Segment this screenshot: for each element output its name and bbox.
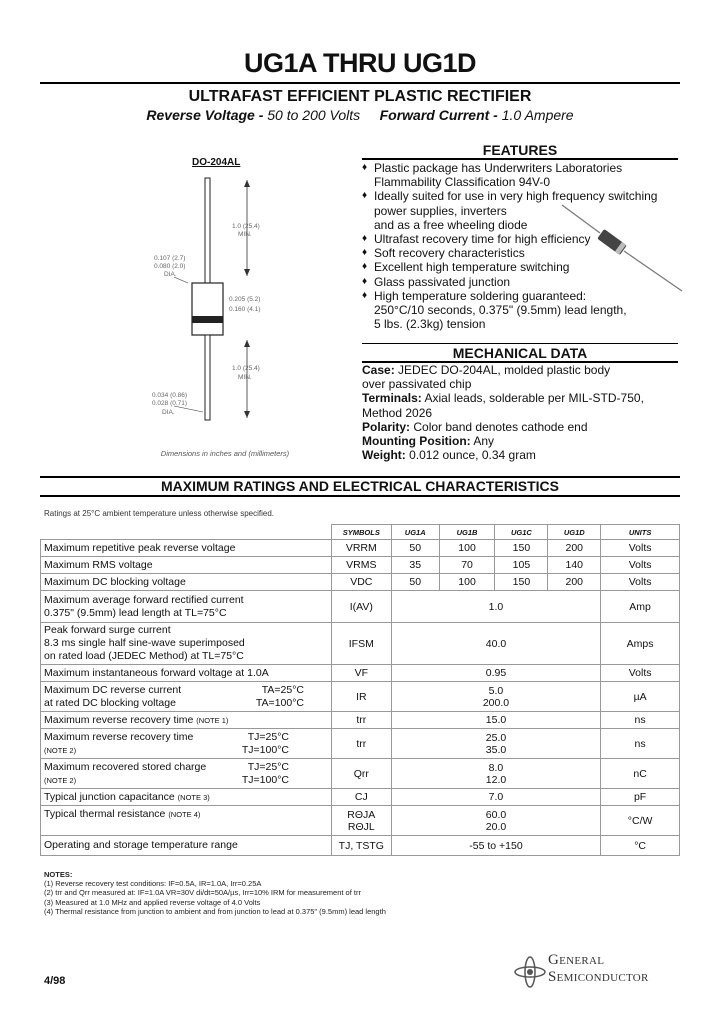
table-header-row xyxy=(41,525,680,540)
notes xyxy=(44,870,386,916)
revision-date: 4/98 xyxy=(44,975,66,987)
symbol-cell: VF xyxy=(331,665,391,682)
param-line: Typical junction capacitance xyxy=(44,790,175,803)
col-header: UG1A xyxy=(391,525,439,540)
param-line: on rated load (JEDEC Method) at TL=75°C xyxy=(44,650,244,662)
unit-cell: Volts xyxy=(601,665,680,682)
package-label: DO-204AL xyxy=(192,157,241,168)
feature-item: ♦ Plastic package has Underwriters Laboratories xyxy=(362,161,678,175)
note-ref: (NOTE 2) xyxy=(44,775,77,785)
note-1: (1) Reverse recovery test conditions: IF=0.5A, IR=1.0A, Irr=0.25A xyxy=(44,879,262,889)
case-text: JEDEC DO-204AL, molded plastic body xyxy=(398,363,611,377)
symbol-cell: TJ, TSTG xyxy=(331,836,391,856)
param-line: Maximum average forward rectified current xyxy=(44,593,244,606)
reverse-voltage-label: Reverse Voltage - xyxy=(146,107,264,123)
symbol-line: RΘJL xyxy=(347,820,375,833)
unit-cell: ns xyxy=(601,712,680,729)
mechanical-heading: MECHANICAL DATA xyxy=(452,345,588,361)
condition: TA=25°C xyxy=(261,683,304,696)
symbol-cell: trr xyxy=(331,729,391,759)
dim-body-dia-b: 0.080 (2.0) xyxy=(154,263,186,270)
note-2: (2) trr and Qrr measured at: IF=1.0A VR=30V di/dt=50A/µs, Irr=10% IRM for measurement of trr xyxy=(44,888,361,898)
terminals-text: Axial leads, solderable per MIL-STD-750, xyxy=(424,391,644,406)
feature-item: ♦ Ideally suited for use in very high frequency switching xyxy=(362,189,678,203)
value-cell: 70 xyxy=(439,557,495,574)
terminals-label: Terminals: xyxy=(362,391,422,406)
value-cell: -55 to +150 xyxy=(391,836,600,856)
value-cell: 105 xyxy=(495,557,548,574)
condition: TA=100°C xyxy=(255,696,304,709)
value-cell: 150 xyxy=(495,540,548,557)
features-rule xyxy=(362,158,678,160)
dim-body-len: 0.205 (5.2) xyxy=(229,296,261,303)
mounting-text: Any xyxy=(473,434,494,449)
unit-cell: µA xyxy=(601,682,680,712)
forward-current-label: Forward Current - xyxy=(379,107,498,123)
value-cell: 50 xyxy=(391,540,439,557)
product-subtitle: ULTRAFAST EFFICIENT PLASTIC RECTIFIER xyxy=(188,88,532,105)
param-line: 8.3 ms single half sine-wave superimposed xyxy=(44,637,245,649)
table-row xyxy=(41,574,680,591)
terminals-text-2: Method 2026 xyxy=(362,405,433,420)
col-header: UG1B xyxy=(439,525,495,540)
param-line: Maximum reverse recovery time xyxy=(44,730,194,743)
reverse-voltage-value: 50 to 200 Volts xyxy=(267,107,361,123)
param-cell: Maximum repetitive peak reverse voltage xyxy=(41,540,332,557)
table-row xyxy=(41,806,680,836)
feature-item: ♦ Excellent high temperature switching xyxy=(362,260,678,274)
table-row xyxy=(41,540,680,557)
value-line: 8.0 xyxy=(488,761,504,774)
note-4: (4) Thermal resistance from junction to ambient and from junction to lead at 0.375" (9.5mm) lead length xyxy=(44,906,386,916)
case-text-2: over passivated chip xyxy=(362,377,472,392)
note-ref: (NOTE 2) xyxy=(44,745,77,755)
symbol-cell: IR xyxy=(331,682,391,712)
feature-item-cont: Flammability Classification 94V-0 xyxy=(374,175,551,190)
note-ref: (NOTE 3) xyxy=(177,792,210,802)
param-line: Typical thermal resistance xyxy=(44,808,166,820)
value-line: 35.0 xyxy=(485,743,507,756)
general-semiconductor-logo-icon xyxy=(514,954,546,990)
unit-cell: °C/W xyxy=(601,806,680,836)
brand-name xyxy=(548,952,649,986)
value-cell: 7.0 xyxy=(391,789,600,806)
symbol-cell: VRMS xyxy=(331,557,391,574)
unit-cell: Amps xyxy=(601,623,680,665)
feature-item: ♦ Soft recovery characteristics xyxy=(362,246,678,260)
dim-body-len-b: 0.160 (4.1) xyxy=(229,306,261,313)
value-cell: 35 xyxy=(391,557,439,574)
col-header: UG1D xyxy=(548,525,601,540)
feature-item-cont: power supplies, inverters xyxy=(374,203,507,218)
symbol-cell: Qrr xyxy=(331,759,391,789)
value-cell: 200 xyxy=(548,540,601,557)
param-cell: Maximum DC blocking voltage xyxy=(41,574,332,591)
spec-line xyxy=(40,107,680,123)
dimension-caption: Dimensions in inches and (millimeters) xyxy=(160,449,290,458)
param-line: Maximum DC reverse current xyxy=(44,683,182,696)
dim-lead-dia: 0.034 (0.86) xyxy=(152,392,188,399)
value-line: 60.0 xyxy=(485,808,507,821)
value-cell: 40.0 xyxy=(391,623,600,665)
page-title: UG1A THRU UG1D xyxy=(243,48,477,78)
feature-item-cont: 250°C/10 seconds, 0.375" (9.5mm) lead length, xyxy=(374,303,627,318)
brand-line-2: Semiconductor xyxy=(548,969,649,985)
value-line: 200.0 xyxy=(482,696,510,709)
condition: TJ=25°C xyxy=(247,760,289,773)
diode-illustration xyxy=(560,203,685,293)
value-line: 5.0 xyxy=(488,684,504,697)
param-line: Maximum reverse recovery time xyxy=(44,713,194,726)
symbol-cell: VDC xyxy=(331,574,391,591)
value-line: 20.0 xyxy=(485,820,507,833)
col-header: SYMBOLS xyxy=(331,525,391,540)
param-line: Peak forward surge current xyxy=(44,624,171,636)
table-row xyxy=(41,836,680,856)
dim-lead-dia-b: 0.028 (0.71) xyxy=(152,400,188,407)
title-rule xyxy=(40,82,680,84)
table-row xyxy=(41,591,680,623)
value-cell: 100 xyxy=(439,540,495,557)
unit-cell: ns xyxy=(601,729,680,759)
value-cell: 150 xyxy=(495,574,548,591)
value-cell: 50 xyxy=(391,574,439,591)
dim-lead-bot-min: MIN. xyxy=(238,374,252,381)
mechanical-top-rule xyxy=(362,343,678,344)
param-cell: Operating and storage temperature range xyxy=(41,836,332,856)
table-row xyxy=(41,682,680,712)
condition: TJ=25°C xyxy=(247,730,289,743)
dim-body-dia-c: DIA. xyxy=(164,271,177,278)
feature-item-cont: 5 lbs. (2.3kg) tension xyxy=(374,317,486,332)
polarity-label: Polarity: xyxy=(362,419,411,434)
value-cell: 1.0 xyxy=(391,591,600,623)
note-ref: (NOTE 4) xyxy=(168,810,201,819)
brand-line-1: General xyxy=(548,952,605,968)
ratings-heading: MAXIMUM RATINGS AND ELECTRICAL CHARACTERISTICS xyxy=(161,478,559,494)
mounting-label: Mounting Position: xyxy=(362,434,471,449)
symbol-cell: trr xyxy=(331,712,391,729)
symbol-cell: I(AV) xyxy=(331,591,391,623)
condition: TJ=100°C xyxy=(241,773,289,786)
param-cell: Maximum RMS voltage xyxy=(41,557,332,574)
features-heading: FEATURES xyxy=(482,142,558,158)
table-row xyxy=(41,623,680,665)
table-row xyxy=(41,729,680,759)
case-label: Case: xyxy=(362,363,395,377)
weight-label: Weight: xyxy=(362,448,406,463)
ratings-rule xyxy=(40,495,680,497)
dim-lead-top-min: MIN. xyxy=(238,231,252,238)
note-3: (3) Measured at 1.0 MHz and applied reverse voltage of 4.0 Volts xyxy=(44,897,261,907)
symbol-cell: IFSM xyxy=(331,623,391,665)
notes-heading: NOTES: xyxy=(44,870,73,879)
ratings-note: Ratings at 25°C ambient temperature unless otherwise specified. xyxy=(44,509,274,518)
unit-cell: Volts xyxy=(601,574,680,591)
param-cell: Maximum instantaneous forward voltage at 1.0A xyxy=(41,665,332,682)
dim-lead-top: 1.0 (25.4) xyxy=(232,223,260,230)
table-row xyxy=(41,557,680,574)
value-line: 12.0 xyxy=(485,773,507,786)
param-line: at rated DC blocking voltage xyxy=(44,696,176,709)
unit-cell: nC xyxy=(601,759,680,789)
param-line: Maximum recovered stored charge xyxy=(44,760,207,773)
feature-item: ♦ High temperature soldering guaranteed: xyxy=(362,289,678,303)
col-header: UG1C xyxy=(495,525,548,540)
note-ref: (NOTE 1) xyxy=(196,715,229,725)
value-line: 25.0 xyxy=(485,731,507,744)
mechanical-data xyxy=(362,363,678,462)
dim-body-dia: 0.107 (2.7) xyxy=(154,255,186,262)
unit-cell: pF xyxy=(601,789,680,806)
weight-text: 0.012 ounce, 0.34 gram xyxy=(409,448,536,463)
unit-cell: °C xyxy=(601,836,680,856)
unit-cell: Amp xyxy=(601,591,680,623)
unit-cell: Volts xyxy=(601,557,680,574)
table-row xyxy=(41,789,680,806)
dim-lead-dia-c: DIA. xyxy=(162,409,175,416)
dim-lead-bot: 1.0 (25.4) xyxy=(232,365,260,372)
col-header: UNITS xyxy=(601,525,680,540)
value-cell: 15.0 xyxy=(391,712,600,729)
symbol-cell: VRRM xyxy=(331,540,391,557)
table-row xyxy=(41,712,680,729)
value-cell: 200 xyxy=(548,574,601,591)
param-line: 0.375" (9.5mm) lead length at TL=75°C xyxy=(44,606,227,619)
forward-current-value: 1.0 Ampere xyxy=(501,107,574,123)
electrical-characteristics-table xyxy=(40,524,680,856)
feature-item: ♦ Ultrafast recovery time for high efficiency xyxy=(362,232,678,246)
condition: TJ=100°C xyxy=(241,743,289,756)
symbol-cell: CJ xyxy=(331,789,391,806)
feature-item: ♦ Glass passivated junction xyxy=(362,275,678,289)
package-outline-drawing xyxy=(130,170,280,450)
polarity-text: Color band denotes cathode end xyxy=(413,419,588,434)
symbol-line: RΘJA xyxy=(347,808,376,821)
value-cell: 140 xyxy=(548,557,601,574)
value-cell: 100 xyxy=(439,574,495,591)
table-row xyxy=(41,665,680,682)
feature-item-cont: and as a free wheeling diode xyxy=(374,217,528,232)
table-row xyxy=(41,759,680,789)
unit-cell: Volts xyxy=(601,540,680,557)
value-cell: 0.95 xyxy=(391,665,600,682)
